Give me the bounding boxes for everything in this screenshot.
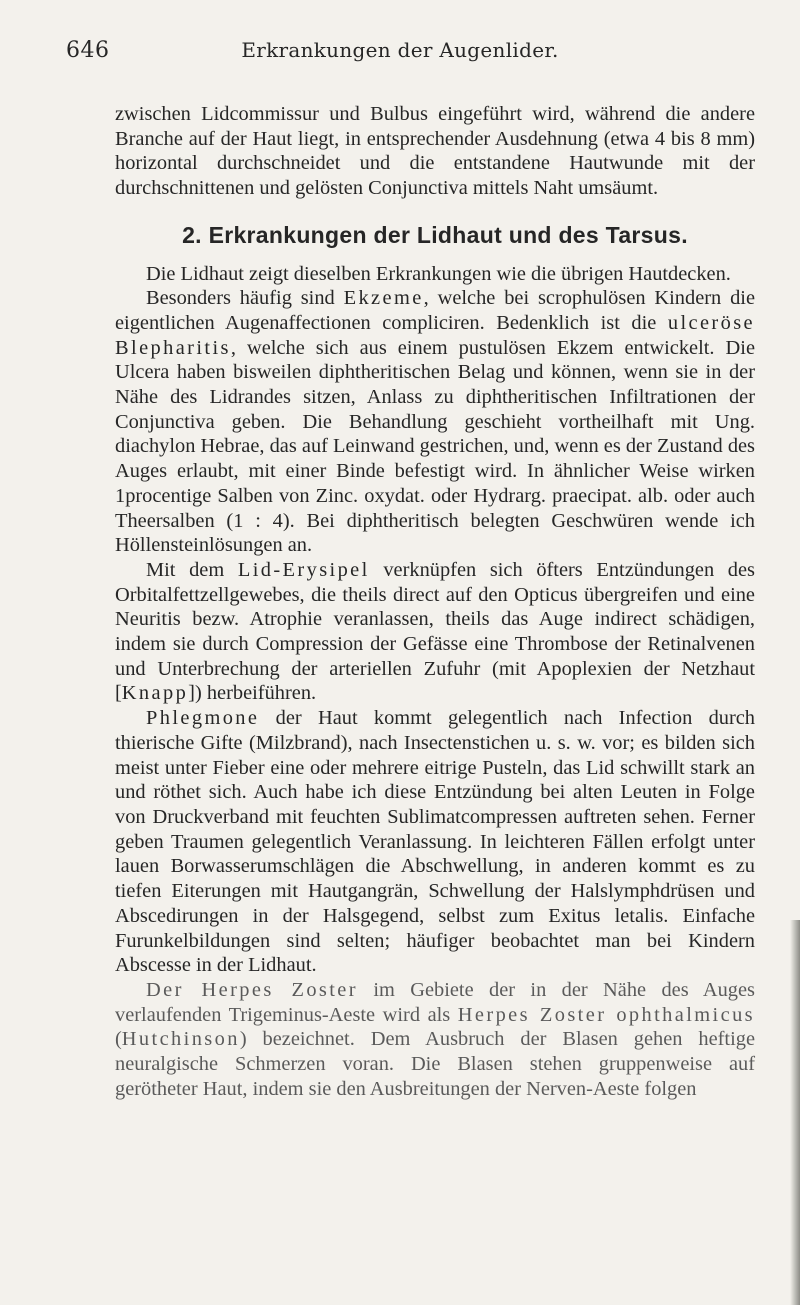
paragraph-phlegmone: [115, 706, 755, 978]
text-run: , welche sich aus einem pustulösen Ekzem entwickelt. Die Ulcera haben bisweilen diphtheritischen Belag und können, wenn sie in der Nähe des Lidrandes sitzen, Anlass zu diphtheritischen Infiltrationen der Conjunctiva geben. Die Behandlung geschieht vortheilhaft mit Ung. diachylon Hebrae, das auf Leinwand gestrichen, und, wenn es der Zustand des Auges erlaubt, mit einer Binde befestigt wird. In ähnlicher Weise wirken 1procentige Salben von Zinc. oxydat. oder Hydrarg. praecipat. alb. oder auch Theersalben (1 : 4). Bei diphtheritisch belegten Geschwüren wende ich Höllensteinlösungen an.: [115, 336, 755, 557]
text-run: verknüpfen sich öfters Entzündungen des Orbitalfettzellgewebes, die theils direct auf den Opticus übergreifen und eine Neuritis bezw. Atrophie veranlassen, theils das Auge indirect schädigen, indem sie durch Compression der Gefässe eine Thrombose der Retinalvenen und Unterbrechung der arteriellen Zufuhr (mit Apoplexien der Netzhaut [: [115, 558, 755, 705]
body-text: [115, 102, 755, 1101]
spaced-term-erysipel: Lid-Erysipel: [237, 558, 370, 581]
page-edge-shadow: [790, 920, 800, 1305]
spaced-term-herpes-zoster: Der Herpes Zoster: [146, 978, 358, 1001]
author-knapp: Knapp: [121, 682, 189, 705]
text-run: ]) herbeiführen.: [188, 682, 317, 705]
paragraph-ekzeme: [115, 286, 755, 558]
spaced-term-phlegmone: Phlegmone: [146, 707, 260, 730]
running-title: Erkrankungen der Augenlider.: [241, 38, 559, 62]
text-run: ) bezeichnet. Dem Ausbruch der Blasen gehen heftige neuralgische Schmerzen voran. Die Blasen stehen gruppenweise auf gerötheter Haut, indem sie den Ausbreitungen der Nerven-Aeste folgen: [115, 1028, 755, 1100]
paragraph-continuation: zwischen Lidcommissur und Bulbus eingeführt wird, während die andere Branche auf der Haut liegt, in entsprechender Ausdehnung (etwa 4 bis 8 mm) horizontal durchschneidet und die entstandene Hautwunde mit der durchschnittenen und gelösten Conjunctiva mittels Naht umsäumt.: [115, 103, 755, 200]
text-run: der Haut kommt gelegentlich nach Infection durch thierische Gifte (Milzbrand), nach Insectenstichen u. s. w. vor; es bilden sich meist unter Fieber eine oder mehrere eitrige Pusteln, das Lid schwillt stark an und röthet sich. Auch habe ich diese Entzündung bei alten Leuten in Folge von Druckverband mit feuchten Sublimatcompressen auftreten sehen. Ferner geben Traumen gelegentlich Veranlassung. In leichteren Fällen erfolgt unter lauen Borwasserumschlägen die Abschwellung, in anderen kommt es zu tiefen Eiterungen mit Hautgangrän, Schwellung der Halslymphdrüsen und Abscedirungen in der Halsgegend, selbst zum Exitus letalis. Einfache Furunkelbildungen sind selten; häufiger beobachtet man bei Kindern Abscesse in der Lidhaut.: [115, 707, 755, 977]
text-run: Besonders häufig sind: [146, 287, 344, 310]
paragraph-intro: Die Lidhaut zeigt dieselben Erkrankungen wie die übrigen Hautdecken.: [146, 262, 731, 285]
section-heading: 2. Erkrankungen der Lidhaut und des Tarsus.: [182, 221, 688, 248]
author-hutchinson: Hutchinson: [121, 1028, 240, 1051]
paragraph-erysipel: [115, 558, 755, 706]
spaced-term-ekzeme: Ekzeme: [343, 287, 424, 310]
spaced-term-herpes-ophthalmicus: Herpes Zoster ophthalmicus: [457, 1003, 756, 1026]
text-run: , welche bei scrophulösen Kindern die eigentlichen Augenaffectionen compliciren. Bedenklich ist die: [115, 287, 755, 334]
spaced-term-blepharitis: ulceröse Blepharitis: [115, 311, 755, 359]
paragraph-herpes: [115, 978, 755, 1102]
page-header: [0, 20, 800, 63]
text-run: (: [115, 1028, 122, 1051]
text-run: Mit dem: [146, 558, 238, 581]
text-run: im Gebiete der in der Nähe des Auges verlaufenden Trigeminus-Aeste wird als: [115, 978, 755, 1026]
page-number: 646: [66, 38, 110, 63]
